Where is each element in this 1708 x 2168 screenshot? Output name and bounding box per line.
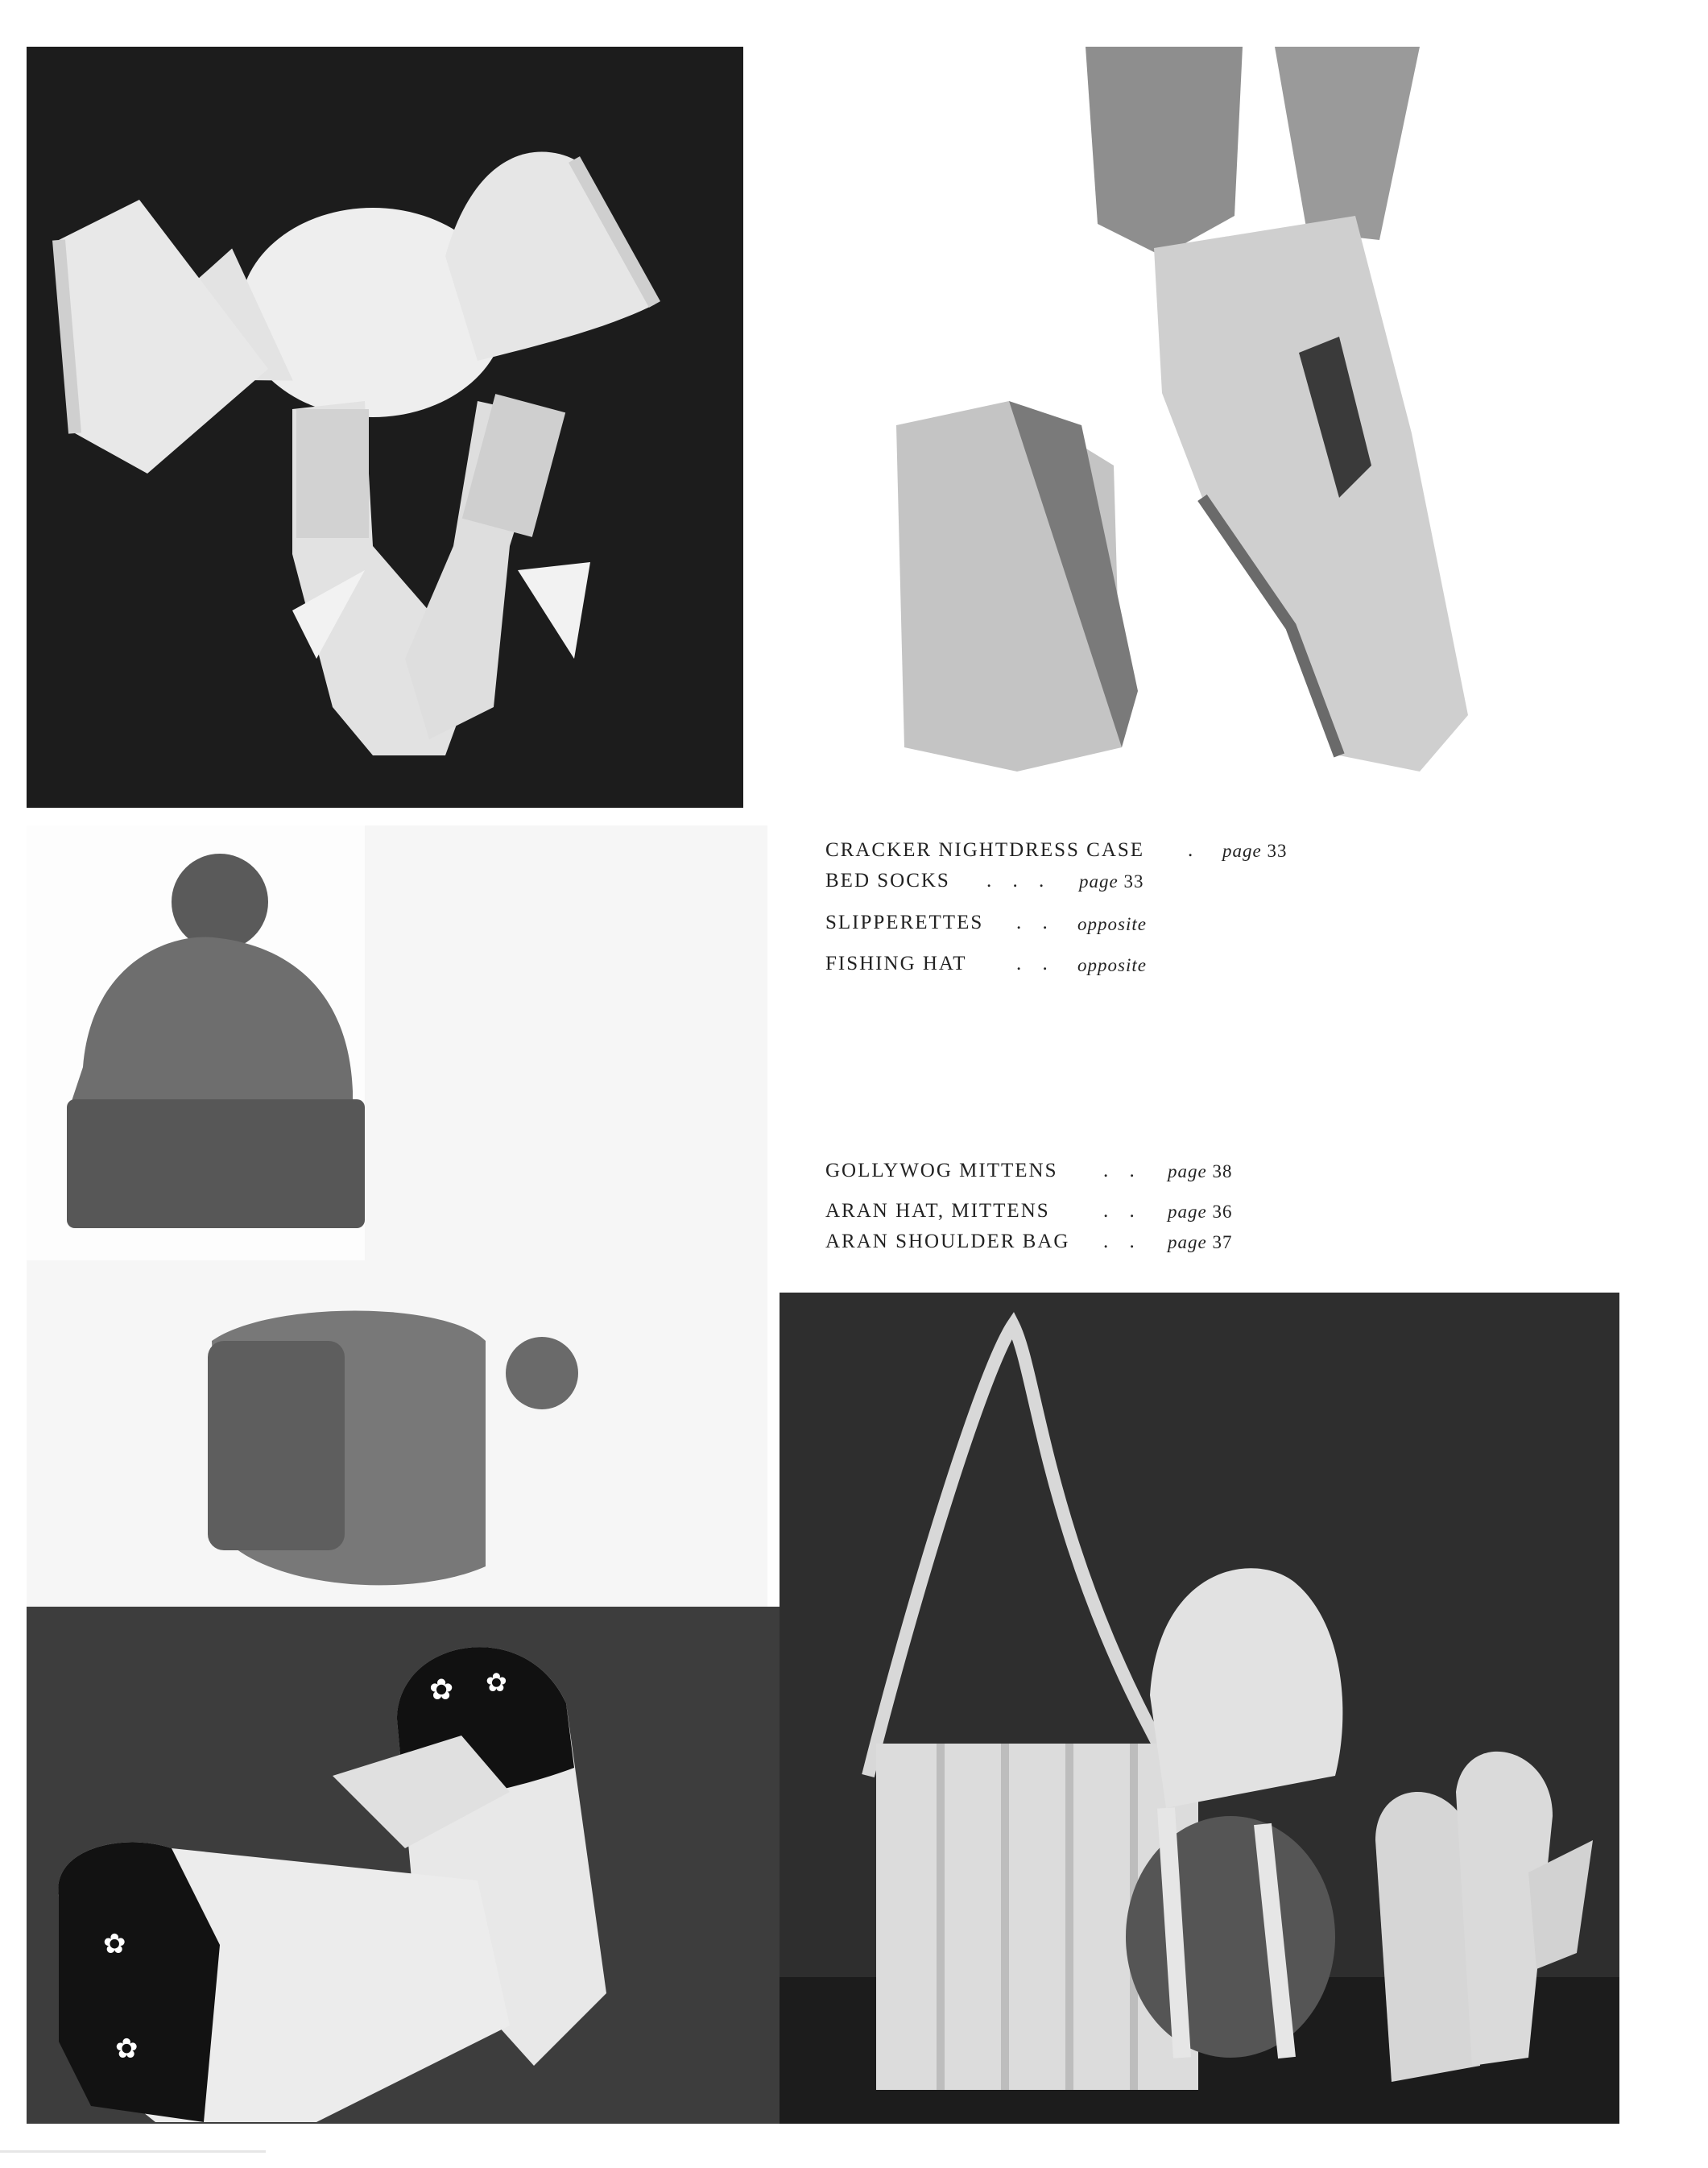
gollywog-mittens-illustration: [27, 1607, 782, 2124]
caption-item: GOLLYWOG MITTENS: [825, 1160, 1058, 1181]
caption-page-ref: [1168, 1162, 1232, 1181]
caption-item: SLIPPERETTES: [825, 912, 984, 933]
leader-dots: . . .: [986, 870, 1053, 892]
page-word: page: [1168, 1202, 1207, 1222]
page-number: 37: [1212, 1232, 1233, 1252]
page-number: 33: [1123, 871, 1144, 892]
cracker-and-socks-illustration: [27, 47, 743, 808]
page-number: 33: [1267, 841, 1288, 861]
caption-item: ARAN HAT, MITTENS: [825, 1200, 1050, 1222]
aran-set-illustration: [780, 1293, 1619, 2124]
leader-dots: . .: [1016, 953, 1056, 974]
page-word: page: [1168, 1232, 1207, 1252]
svg-text:✿: ✿: [103, 1928, 126, 1960]
photo-gollywog-mittens: [27, 1607, 782, 2124]
photo-aran-hat-mittens-and-shoulder-bag: [780, 1293, 1619, 2124]
slipperettes-illustration: [856, 47, 1492, 852]
page-word: opposite: [1077, 914, 1147, 934]
caption-item: BED SOCKS: [825, 870, 950, 892]
caption-item: FISHING HAT: [825, 953, 967, 974]
leader-dots: . .: [1103, 1231, 1143, 1252]
caption-page-ref: [1168, 1233, 1232, 1252]
leader-dots: . .: [1103, 1200, 1143, 1222]
svg-text:✿: ✿: [486, 1667, 507, 1698]
page-footer-rule: [0, 2150, 266, 2153]
caption-page-ref: [1168, 1202, 1232, 1221]
page-number: 36: [1212, 1202, 1233, 1222]
photo-fishing-hat: [27, 825, 767, 1611]
page-word: page: [1168, 1161, 1207, 1181]
page-number: 38: [1212, 1161, 1233, 1181]
leader-dots: . .: [1016, 912, 1056, 933]
caption-page-ref: [1079, 872, 1143, 891]
page-word: page: [1222, 841, 1262, 861]
caption-item: ARAN SHOULDER BAG: [825, 1231, 1070, 1252]
svg-text:✿: ✿: [429, 1674, 454, 1707]
page-word: page: [1079, 871, 1119, 892]
leader-dots: .: [1188, 839, 1201, 861]
caption-page-ref: [1077, 956, 1147, 974]
svg-text:✿: ✿: [115, 2033, 139, 2065]
photo-cracker-nightdress-case-and-bed-socks: [27, 47, 743, 808]
caption-page-ref: [1077, 915, 1147, 933]
caption-item: CRACKER NIGHTDRESS CASE: [825, 839, 1145, 861]
leader-dots: . .: [1103, 1160, 1143, 1181]
caption-page-ref: [1222, 842, 1287, 860]
page-word: opposite: [1077, 955, 1147, 975]
fishing-hat-illustration: [27, 825, 767, 1611]
photo-slipperettes: [856, 47, 1492, 852]
